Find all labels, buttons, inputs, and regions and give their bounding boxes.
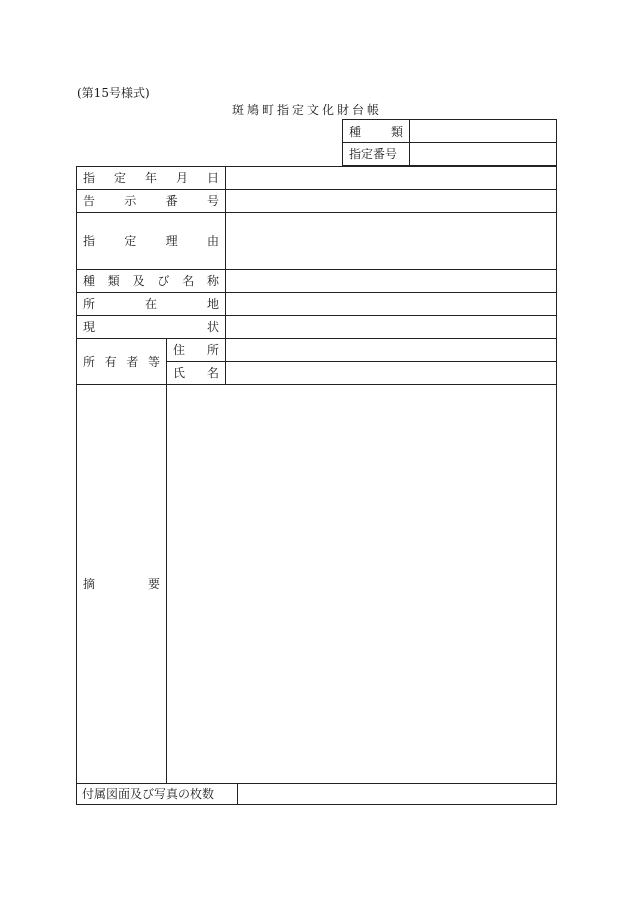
designation-reason-value[interactable] [226,213,556,269]
designation-date-value[interactable] [226,167,556,189]
designation-reason-label: 指 定 理 由 [83,234,219,248]
designation-number-value[interactable] [409,143,556,165]
notice-number-value[interactable] [226,190,556,212]
type-label: 種 類 [349,124,403,139]
location-label: 所 在 地 [83,297,219,311]
designation-number-label: 指定番号 [349,147,398,161]
attachments-label: 付属図面及び写真の枚数 [82,787,215,801]
attachments-value[interactable] [238,784,556,804]
owner-address-label: 住 所 [173,343,219,357]
owner-name-label: 氏 名 [173,366,219,380]
type-number-box [342,119,557,166]
type-and-name-value[interactable] [226,270,556,292]
page-title: 斑鳩町指定文化財台帳 [232,103,383,117]
owner-name-value[interactable] [226,362,556,384]
location-value[interactable] [226,293,556,315]
summary-label: 摘 要 [83,577,160,591]
type-value[interactable] [409,120,556,143]
present-state-label: 現 状 [83,320,219,334]
summary-value[interactable] [167,385,556,783]
form-number: (第15号様式) [77,86,150,100]
register-table [76,166,557,805]
type-and-name-label: 種 類 及 び 名 称 [83,274,219,288]
owner-label: 所 有 者 等 [83,354,160,369]
notice-number-label: 告 示 番 号 [83,194,219,208]
designation-date-label: 指 定 年 月 日 [83,171,219,185]
owner-address-value[interactable] [226,339,556,361]
present-state-value[interactable] [226,316,556,338]
